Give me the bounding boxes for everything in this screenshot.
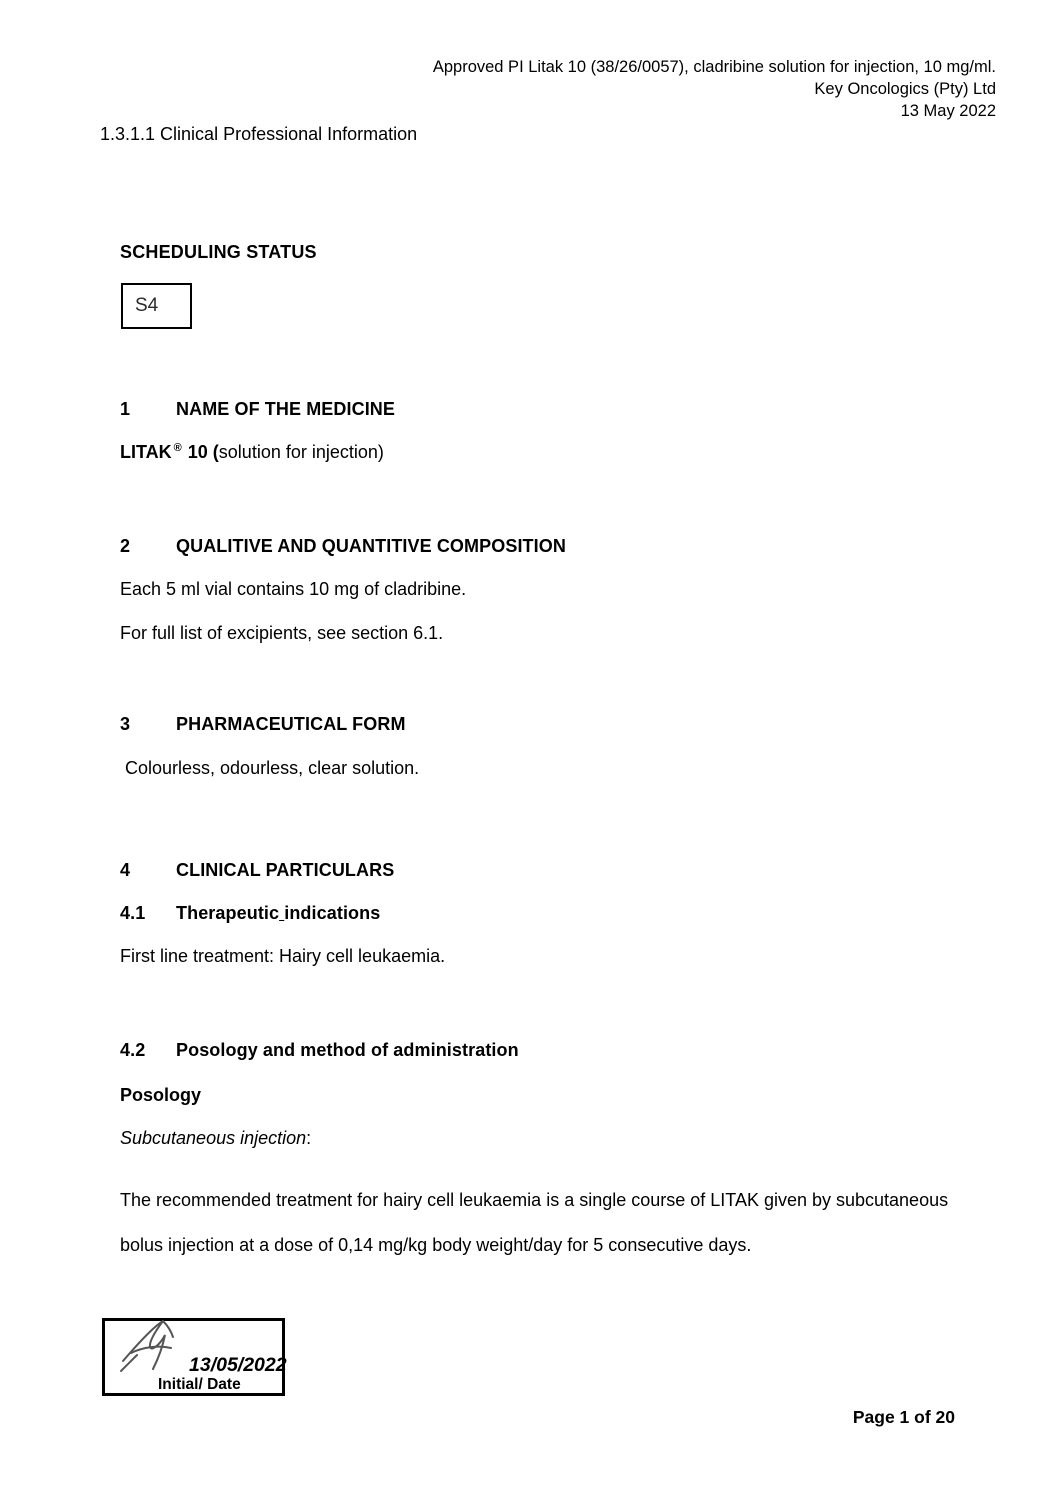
scheduling-status-heading: SCHEDULING STATUS (120, 242, 317, 262)
product-name-line (120, 442, 384, 463)
page-number: Page 1 of 20 (852, 1407, 955, 1427)
section-2-heading (120, 536, 566, 557)
posology-paragraph: The recommended treatment for hairy cell leukaemia is a single course of LITAK given by subcutaneous bolus injection at a dose of 0,14 mg/kg body weight/day for 5 consecutive days. (120, 1190, 949, 1255)
signature-box (102, 1318, 285, 1396)
header-date-line: 13 May 2022 (900, 102, 996, 120)
section-4-1-heading (120, 903, 380, 924)
section-1-heading (120, 399, 395, 420)
header-approval-line: Approved PI Litak 10 (38/26/0057), cladribine solution for injection, 10 mg/ml. (432, 58, 996, 76)
route-colon: : (306, 1128, 312, 1148)
section-4-1-title (176, 903, 380, 923)
scheduling-status-value: S4 (135, 295, 159, 316)
section-4-1-title-word1: Therapeutic (176, 903, 280, 923)
excipients-paragraph: For full list of excipients, see section 6.1. (120, 623, 444, 643)
section-4-number: 4 (120, 860, 131, 880)
pharmaceutical-form-paragraph: Colourless, odourless, clear solution. (125, 758, 420, 778)
section-1-title: NAME OF THE MEDICINE (176, 399, 396, 419)
page-header (433, 56, 996, 122)
signature-scribble-icon (119, 1319, 191, 1379)
section-4-title: CLINICAL PARTICULARS (176, 860, 395, 880)
section-2-title: QUALITIVE AND QUANTITIVE COMPOSITION (176, 536, 566, 556)
section-3-number: 3 (120, 714, 131, 734)
registered-trademark-symbol: ® (173, 442, 182, 454)
section-4-2-heading (120, 1040, 519, 1061)
section-4-1-title-word2: indications (284, 903, 381, 923)
header-company-line: Key Oncologics (Pty) Ltd (814, 80, 996, 98)
section-4-2-title: Posology and method of administration (176, 1040, 519, 1060)
product-form-suffix: solution for injection) (218, 442, 384, 462)
document-reference: 1.3.1.1 Clinical Professional Information (100, 124, 418, 144)
section-2-number: 2 (120, 536, 131, 556)
section-3-heading (120, 714, 406, 735)
section-3-title: PHARMACEUTICAL FORM (176, 714, 406, 734)
section-1-number: 1 (120, 399, 131, 419)
signature-date: 13/05/2022 (189, 1354, 287, 1376)
route-subheading (120, 1128, 311, 1149)
posology-subheading: Posology (120, 1085, 202, 1105)
section-4-heading (120, 860, 394, 881)
section-4-1-number: 4.1 (120, 903, 146, 923)
section-4-2-number: 4.2 (120, 1040, 146, 1060)
product-name: LITAK (120, 442, 172, 462)
route-name: Subcutaneous injection (120, 1128, 307, 1148)
scheduling-status-box (121, 283, 192, 329)
composition-paragraph: Each 5 ml vial contains 10 mg of cladribine. (120, 579, 467, 599)
product-strength: 10 ( (182, 442, 219, 462)
indications-paragraph: First line treatment: Hairy cell leukaemia. (120, 946, 446, 966)
signature-label: Initial/ Date (158, 1376, 241, 1393)
